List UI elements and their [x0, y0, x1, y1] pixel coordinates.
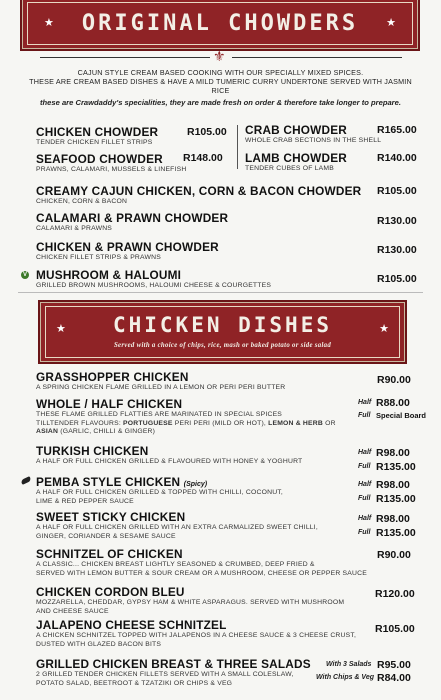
option-price: R95.00 — [377, 659, 411, 671]
item-name: CREAMY CAJUN CHICKEN, CORN & BACON CHOWDER — [36, 184, 362, 198]
chowders-intro-line-2: THESE ARE CREAM BASED DISHES & HAVE A MILD TUMERIC CURRY UNDERTONE SERVED WITH JASMIN RICE — [29, 77, 412, 95]
item-name: CRAB CHOWDER — [245, 123, 348, 137]
menu-item — [36, 125, 158, 148]
full-label: Full — [358, 495, 371, 502]
half-label: Half — [358, 515, 372, 522]
menu-item — [36, 475, 283, 506]
menu-item — [36, 444, 302, 467]
menu-item — [36, 585, 344, 616]
item-description: DUSTED WITH GLAZED BACON BITS — [36, 640, 162, 648]
star-icon: ★ — [386, 17, 396, 29]
item-description: TENDER CUBES OF LAMB — [245, 165, 334, 172]
menu-item — [245, 123, 381, 146]
item-price: R130.00 — [377, 244, 417, 256]
chowders-title: ORIGINAL CHOWDERS — [81, 11, 359, 36]
item-description: GINGER, CORIANDER & SESAME SAUCE — [36, 532, 176, 540]
full-price: R135.00 — [376, 493, 416, 505]
item-price: R148.00 — [183, 152, 223, 164]
column-divider — [237, 125, 238, 169]
item-name: WHOLE / HALF CHICKEN — [36, 397, 183, 411]
item-name: LAMB CHOWDER — [245, 151, 348, 165]
menu-item — [36, 211, 228, 234]
item-name: GRILLED CHICKEN BREAST & THREE SALADS — [36, 657, 311, 671]
chicken-banner — [38, 300, 407, 364]
chicken-title: CHICKEN DISHES — [112, 313, 332, 337]
menu-item — [36, 152, 186, 175]
half-label: Half — [358, 399, 372, 406]
item-price: R90.00 — [377, 374, 411, 386]
item-description: TENDER CHICKEN FILLET STRIPS — [36, 139, 153, 146]
menu-item — [36, 268, 271, 291]
item-name: CHICKEN CORDON BLEU — [36, 585, 185, 599]
item-description: 2 GRILLED TENDER CHICKEN FILLETS SERVED WITH A SMALL COLESLAW, — [36, 671, 294, 678]
half-label: Half — [358, 481, 372, 488]
full-label: Full — [358, 412, 371, 419]
chowders-banner — [20, 0, 420, 51]
chicken-subtitle: Served with a choice of chips, rice, mash or baked potato or side salad — [113, 342, 332, 349]
item-name: SWEET STICKY CHICKEN — [36, 510, 186, 524]
item-description: LIME & RED PEPPER SAUCE — [36, 497, 134, 505]
menu-item — [36, 184, 361, 207]
item-description: THESE FLAME GRILLED FLATTIES ARE MARINATED IN SPECIAL SPICES — [36, 411, 283, 418]
option-price: R84.00 — [377, 672, 411, 684]
divider — [18, 292, 423, 293]
item-description: PRAWNS, CALAMARI, MUSSELS & LINEFISH — [36, 166, 187, 173]
item-name: SCHNITZEL OF CHICKEN — [36, 547, 183, 561]
item-price: R105.00 — [377, 185, 417, 197]
item-price: R105.00 — [377, 273, 417, 285]
divider — [232, 57, 402, 58]
item-price: R105.00 — [375, 623, 415, 635]
star-icon: ★ — [379, 323, 389, 335]
item-description: CHICKEN FILLET STRIPS & PRAWNS — [36, 254, 161, 261]
item-description: CALAMARI & PRAWNS — [36, 225, 113, 232]
divider — [40, 57, 210, 58]
item-description: POTATO SALAD, BEETROOT & TZATZIKI OR CHIPS & VEG — [36, 679, 233, 687]
item-name: CHICKEN & PRAWN CHOWDER — [36, 240, 219, 254]
item-description: A HALF OR FULL CHICKEN GRILLED WITH AN EXTRA CARMALIZED SWEET CHILLI, — [36, 524, 318, 531]
item-price: R130.00 — [377, 215, 417, 227]
menu-item — [36, 618, 356, 649]
star-icon: ★ — [44, 17, 54, 29]
half-price: R98.00 — [376, 479, 410, 491]
full-price: Special Board — [376, 411, 427, 420]
item-description: A HALF OR FULL CHICKEN GRILLED & FLAVOURED WITH HONEY & YOGHURT — [36, 458, 303, 465]
option-label: With 3 Salads — [326, 661, 372, 668]
item-description: A HALF OR FULL CHICKEN GRILLED & TOPPED WITH CHILLI, COCONUT, — [36, 489, 283, 496]
option-label: With Chips & Veg — [316, 674, 375, 681]
item-price: R165.00 — [377, 124, 417, 136]
item-description: SERVED WITH LEMON BUTTER & SOUR CREAM OR A MUSHROOM, CHEESE OR PEPPER SAUCE — [36, 569, 367, 577]
item-description: MOZZARELLA, CHEDDAR, GYPSY HAM & WHITE ASPARAGUS. SERVED WITH MUSHROOM — [36, 599, 345, 606]
item-name: CALAMARI & PRAWN CHOWDER — [36, 211, 229, 225]
chowders-note: these are Crawdaddy's specialities, they are made fresh on order & therefore take longer to prepare. — [40, 98, 401, 107]
item-description: AND CHEESE SAUCE — [36, 607, 109, 615]
full-price: R135.00 — [376, 461, 416, 473]
item-description: A SPRING CHICKEN FLAME GRILLED IN A LEMON OR PERI PERI BUTTER — [36, 384, 286, 391]
spicy-tag: (Spicy) — [183, 481, 208, 488]
chili-icon — [20, 476, 31, 485]
item-price: R90.00 — [377, 549, 411, 561]
item-description: A CLASSIC... CHICKEN BREAST LIGHTLY SEASONED & CRUMBED, DEEP FRIED & — [36, 561, 315, 568]
menu-item — [36, 397, 336, 437]
half-price: R98.00 — [376, 447, 410, 459]
item-name: TURKISH CHICKEN — [36, 444, 149, 458]
half-price: R98.00 — [376, 513, 410, 525]
menu-item — [36, 370, 285, 393]
item-description: CHICKEN, CORN & BACON — [36, 198, 128, 205]
full-label: Full — [358, 529, 371, 536]
item-price: R120.00 — [375, 588, 415, 600]
fleur-de-lis-icon: ⚜ — [213, 48, 226, 64]
item-description: ASIAN (GARLIC, CHILLI & GINGER) — [36, 428, 156, 436]
menu-item — [36, 547, 367, 578]
item-name: MUSHROOM & HALOUMI — [36, 268, 182, 282]
menu-item — [36, 657, 311, 688]
menu-item — [245, 151, 347, 174]
item-name: GRASSHOPPER CHICKEN — [36, 370, 189, 384]
chowders-intro-line-1: CAJUN STYLE CREAM BASED COOKING WITH OUR SPECIALLY MIXED SPICES. — [77, 68, 364, 77]
star-icon: ★ — [56, 323, 66, 335]
item-description: TILLTENDER FLAVOURS: PORTUGUESE PERI PERI (MILD OR HOT), LEMON & HERB OR — [36, 419, 336, 427]
menu-item — [36, 240, 219, 263]
item-description: GRILLED BROWN MUSHROOMS, HALOUMI CHEESE & COURGETTES — [36, 282, 272, 289]
half-label: Half — [358, 449, 372, 456]
vegetarian-icon: V — [22, 272, 27, 278]
item-name: PEMBA STYLE CHICKEN (Spicy) — [36, 475, 208, 489]
full-price: R135.00 — [376, 527, 416, 539]
item-description: A CHICKEN SCHNITZEL TOPPED WITH JALAPENOS IN A CHEESE SAUCE & 3 CHEESE CRUST, — [36, 632, 357, 639]
half-price: R88.00 — [376, 397, 410, 409]
item-name: JALAPENO CHEESE SCHNITZEL — [36, 618, 227, 632]
item-price: R105.00 — [187, 126, 227, 138]
full-label: Full — [358, 463, 371, 470]
item-name: CHICKEN CHOWDER — [36, 125, 159, 139]
item-name: SEAFOOD CHOWDER — [36, 152, 163, 166]
item-price: R140.00 — [377, 152, 417, 164]
menu-item — [36, 510, 318, 541]
item-description: WHOLE CRAB SECTIONS IN THE SHELL — [245, 137, 382, 144]
